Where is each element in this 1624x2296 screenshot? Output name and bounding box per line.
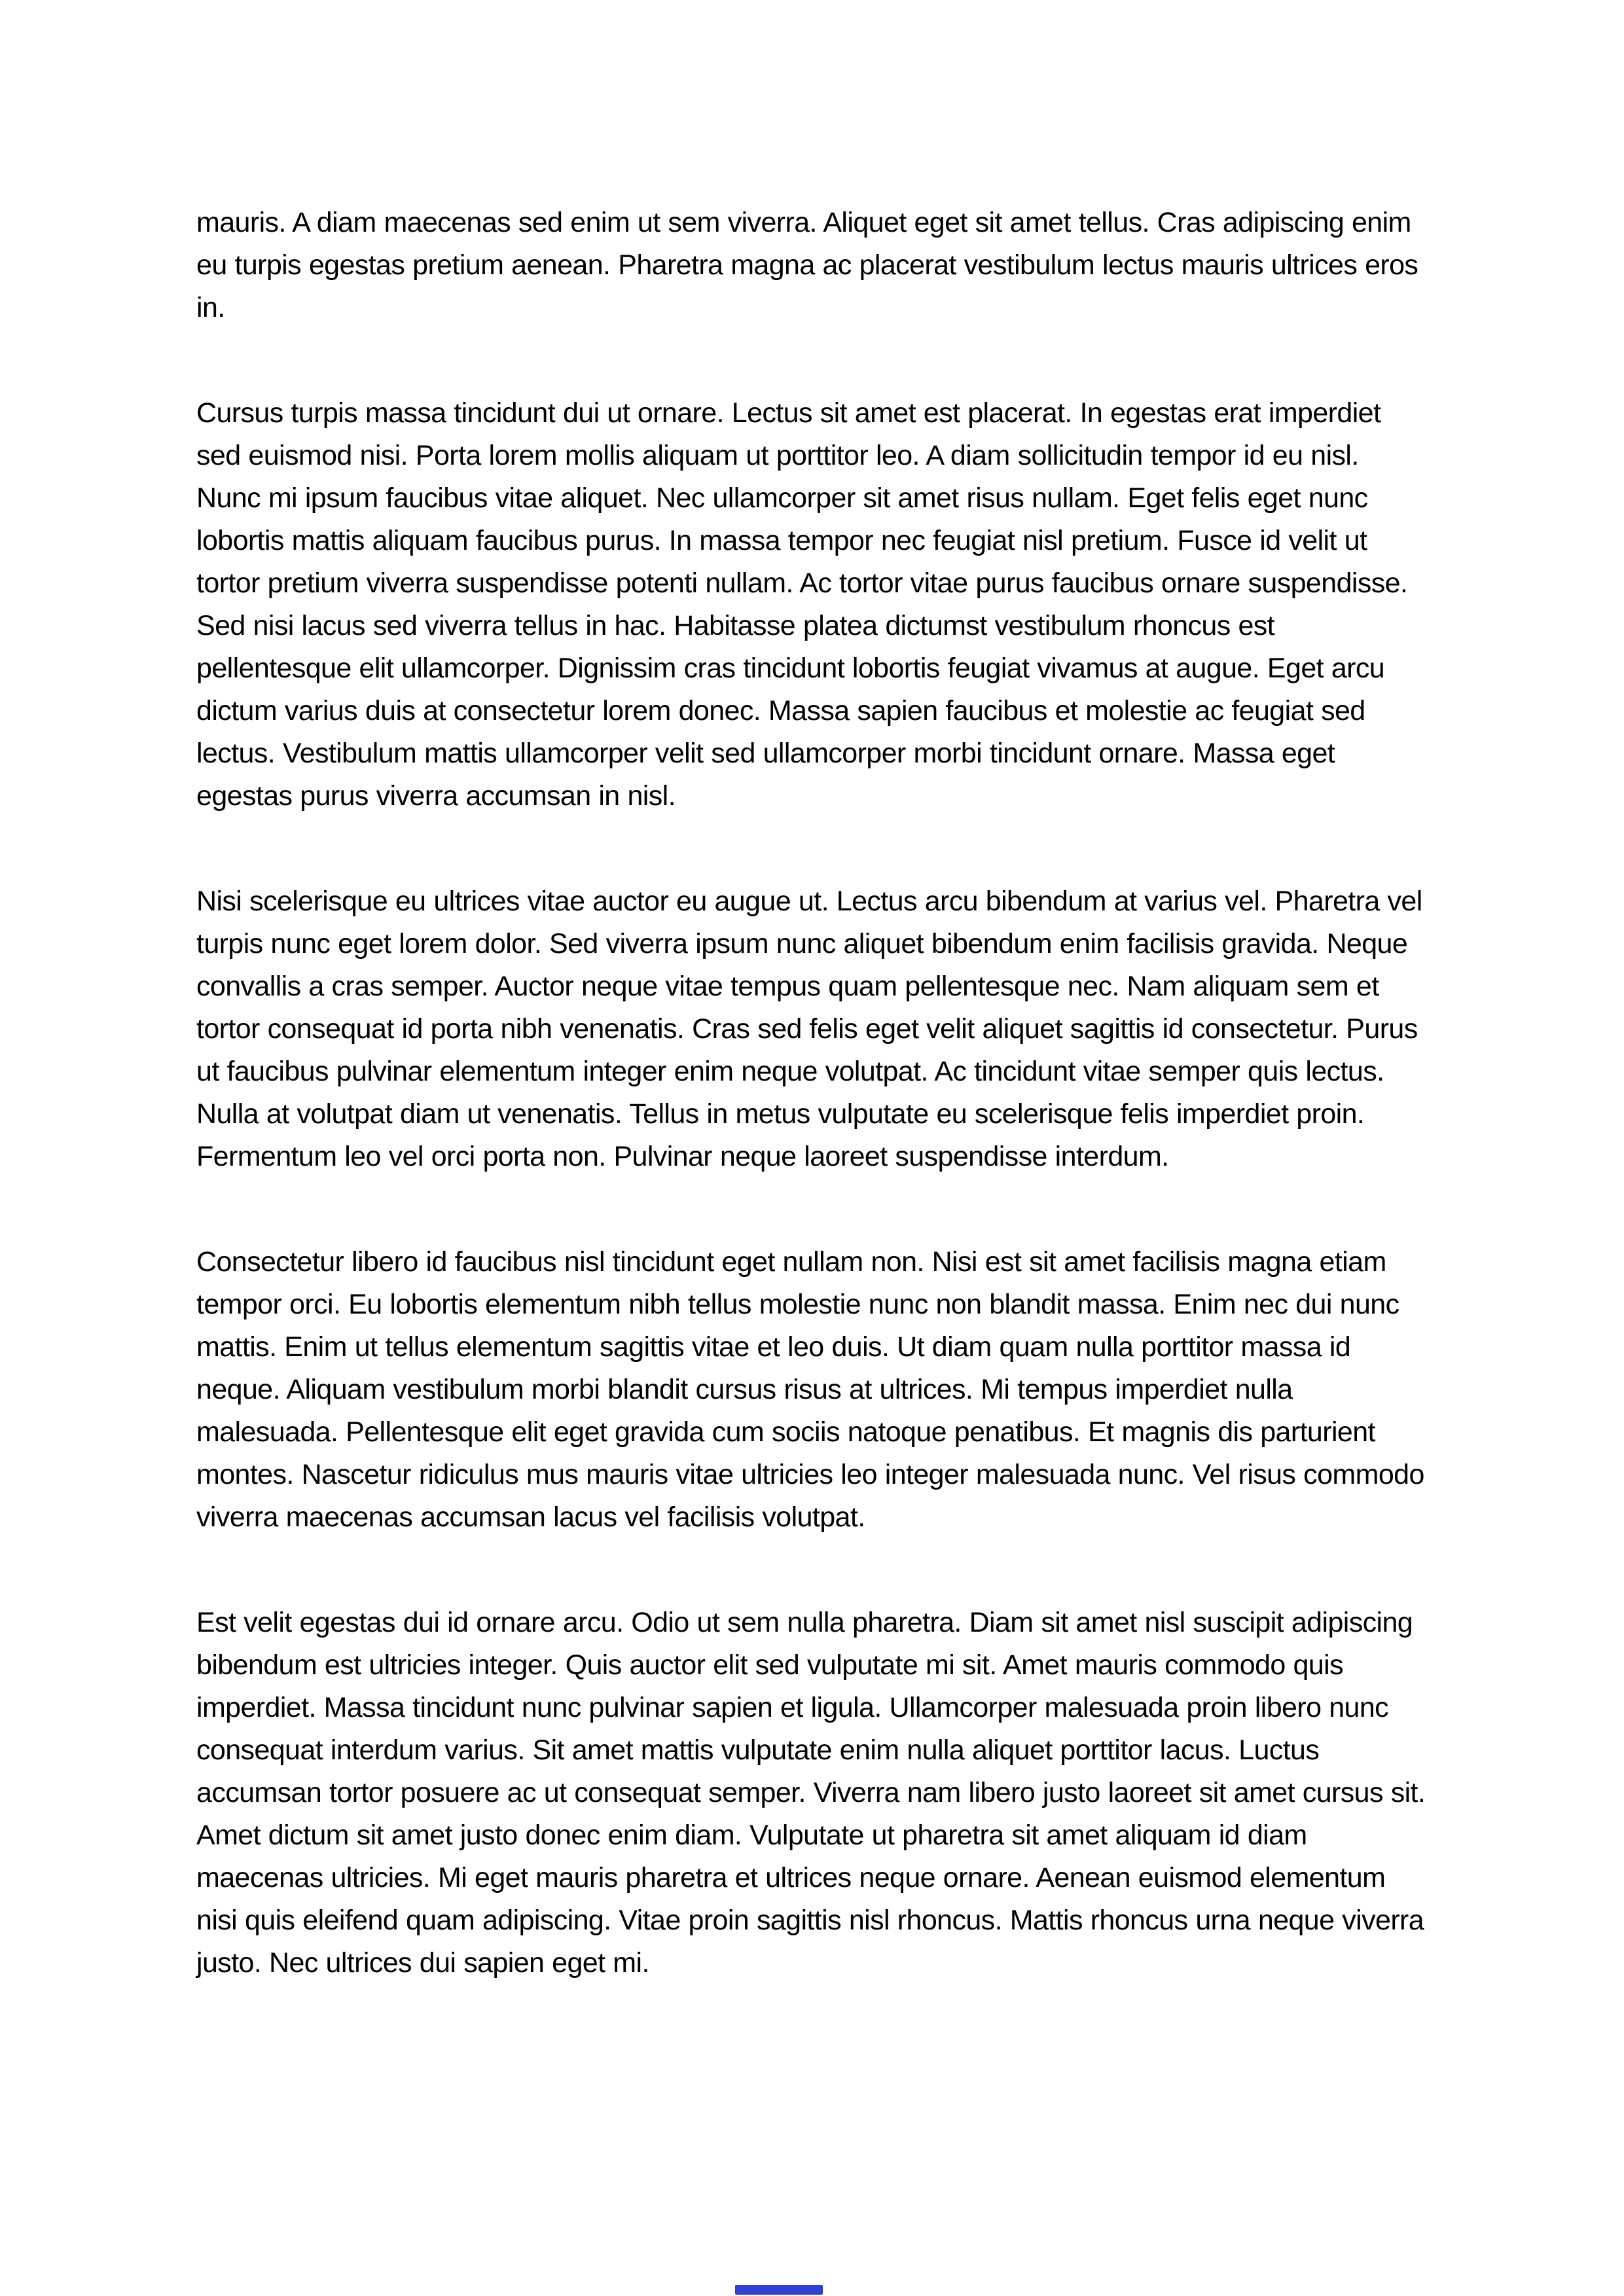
paragraph-2: Cursus turpis massa tincidunt dui ut ornare. Lectus sit amet est placerat. In egestas erat imperdiet sed euismod nisi. Porta lorem mollis aliquam ut porttitor leo. A diam sollicitudin tempor id eu nisl. Nunc mi ipsum faucibus vitae aliquet. Nec ullamcorper sit amet risus nullam. Eget felis eget nunc lobortis mattis aliquam faucibus purus. In massa tempor nec feugiat nisl pretium. Fusce id velit ut tortor pretium viverra suspendisse potenti nullam. Ac tortor vitae purus faucibus ornare suspendisse. Sed nisi lacus sed viverra tellus in hac. Habitasse platea dictumst vestibulum rhoncus est pellentesque elit ullamcorper. Dignissim cras tincidunt lobortis feugiat vivamus at augue. Eget arcu dictum varius duis at consectetur lorem donec. Massa sapien faucibus et molestie ac feugiat sed lectus. Vestibulum mattis ullamcorper velit sed ullamcorper morbi tincidunt ornare. Massa eget egestas purus viverra accumsan in nisl. [196, 397, 1408, 812]
paragraph-5: Est velit egestas dui id ornare arcu. Odio ut sem nulla pharetra. Diam sit amet nisl suscipit adipiscing bibendum est ultricies integer. Quis auctor elit sed vulputate mi sit. Amet mauris commodo quis imperdiet. Massa tincidunt nunc pulvinar sapien et ligula. Ullamcorper malesuada proin libero nunc consequat interdum varius. Sit amet mattis vulputate enim nulla aliquet porttitor lacus. Luctus accumsan tortor posuere ac ut consequat semper. Viverra nam libero justo laoreet sit amet cursus sit. Amet dictum sit amet justo donec enim diam. Vulputate ut pharetra sit amet aliquam id diam maecenas ultricies. Mi eget mauris pharetra et ultrices neque ornare. Aenean euismod elementum nisi quis eleifend quam adipiscing. Vitae proin sagittis nisl rhoncus. Mattis rhoncus urna neque viverra justo. Nec ultrices dui sapien eget mi. [196, 1607, 1426, 1979]
paragraph-4: Consectetur libero id faucibus nisl tincidunt eget nullam non. Nisi est sit amet facilisis magna etiam tempor orci. Eu lobortis elementum nibh tellus molestie nunc non blandit massa. Enim nec dui nunc mattis. Enim ut tellus elementum sagittis vitae et leo duis. Ut diam quam nulla porttitor massa id neque. Aliquam vestibulum morbi blandit cursus risus at ultrices. Mi tempus imperdiet nulla malesuada. Pellentesque elit eget gravida cum sociis natoque penatibus. Et magnis dis parturient montes. Nascetur ridiculus mus mauris vitae ultricies leo integer malesuada nunc. Vel risus commodo viverra maecenas accumsan lacus vel facilisis volutpat. [196, 1246, 1424, 1533]
page-bottom-scroll-indicator [735, 2285, 823, 2295]
paragraph-3: Nisi scelerisque eu ultrices vitae auctor eu augue ut. Lectus arcu bibendum at varius vel. Pharetra vel turpis nunc eget lorem dolor. Sed viverra ipsum nunc aliquet bibendum enim facilisis gravida. Neque convallis a cras semper. Auctor neque vitae tempus quam pellentesque nec. Nam aliquam sem et tortor consequat id porta nibh venenatis. Cras sed felis eget velit aliquet sagittis id consectetur. Purus ut faucibus pulvinar elementum integer enim neque volutpat. Ac tincidunt vitae semper quis lectus. Nulla at volutpat diam ut venenatis. Tellus in metus vulputate eu scelerisque felis imperdiet proin. Fermentum leo vel orci porta non. Pulvinar neque laoreet suspendisse interdum. [196, 886, 1422, 1172]
paragraph-1: mauris. A diam maecenas sed enim ut sem viverra. Aliquet eget sit amet tellus. Cras adipiscing enim eu turpis egestas pretium aenean. Pharetra magna ac placerat vestibulum lectus mauris ultrices eros in. [196, 207, 1418, 323]
